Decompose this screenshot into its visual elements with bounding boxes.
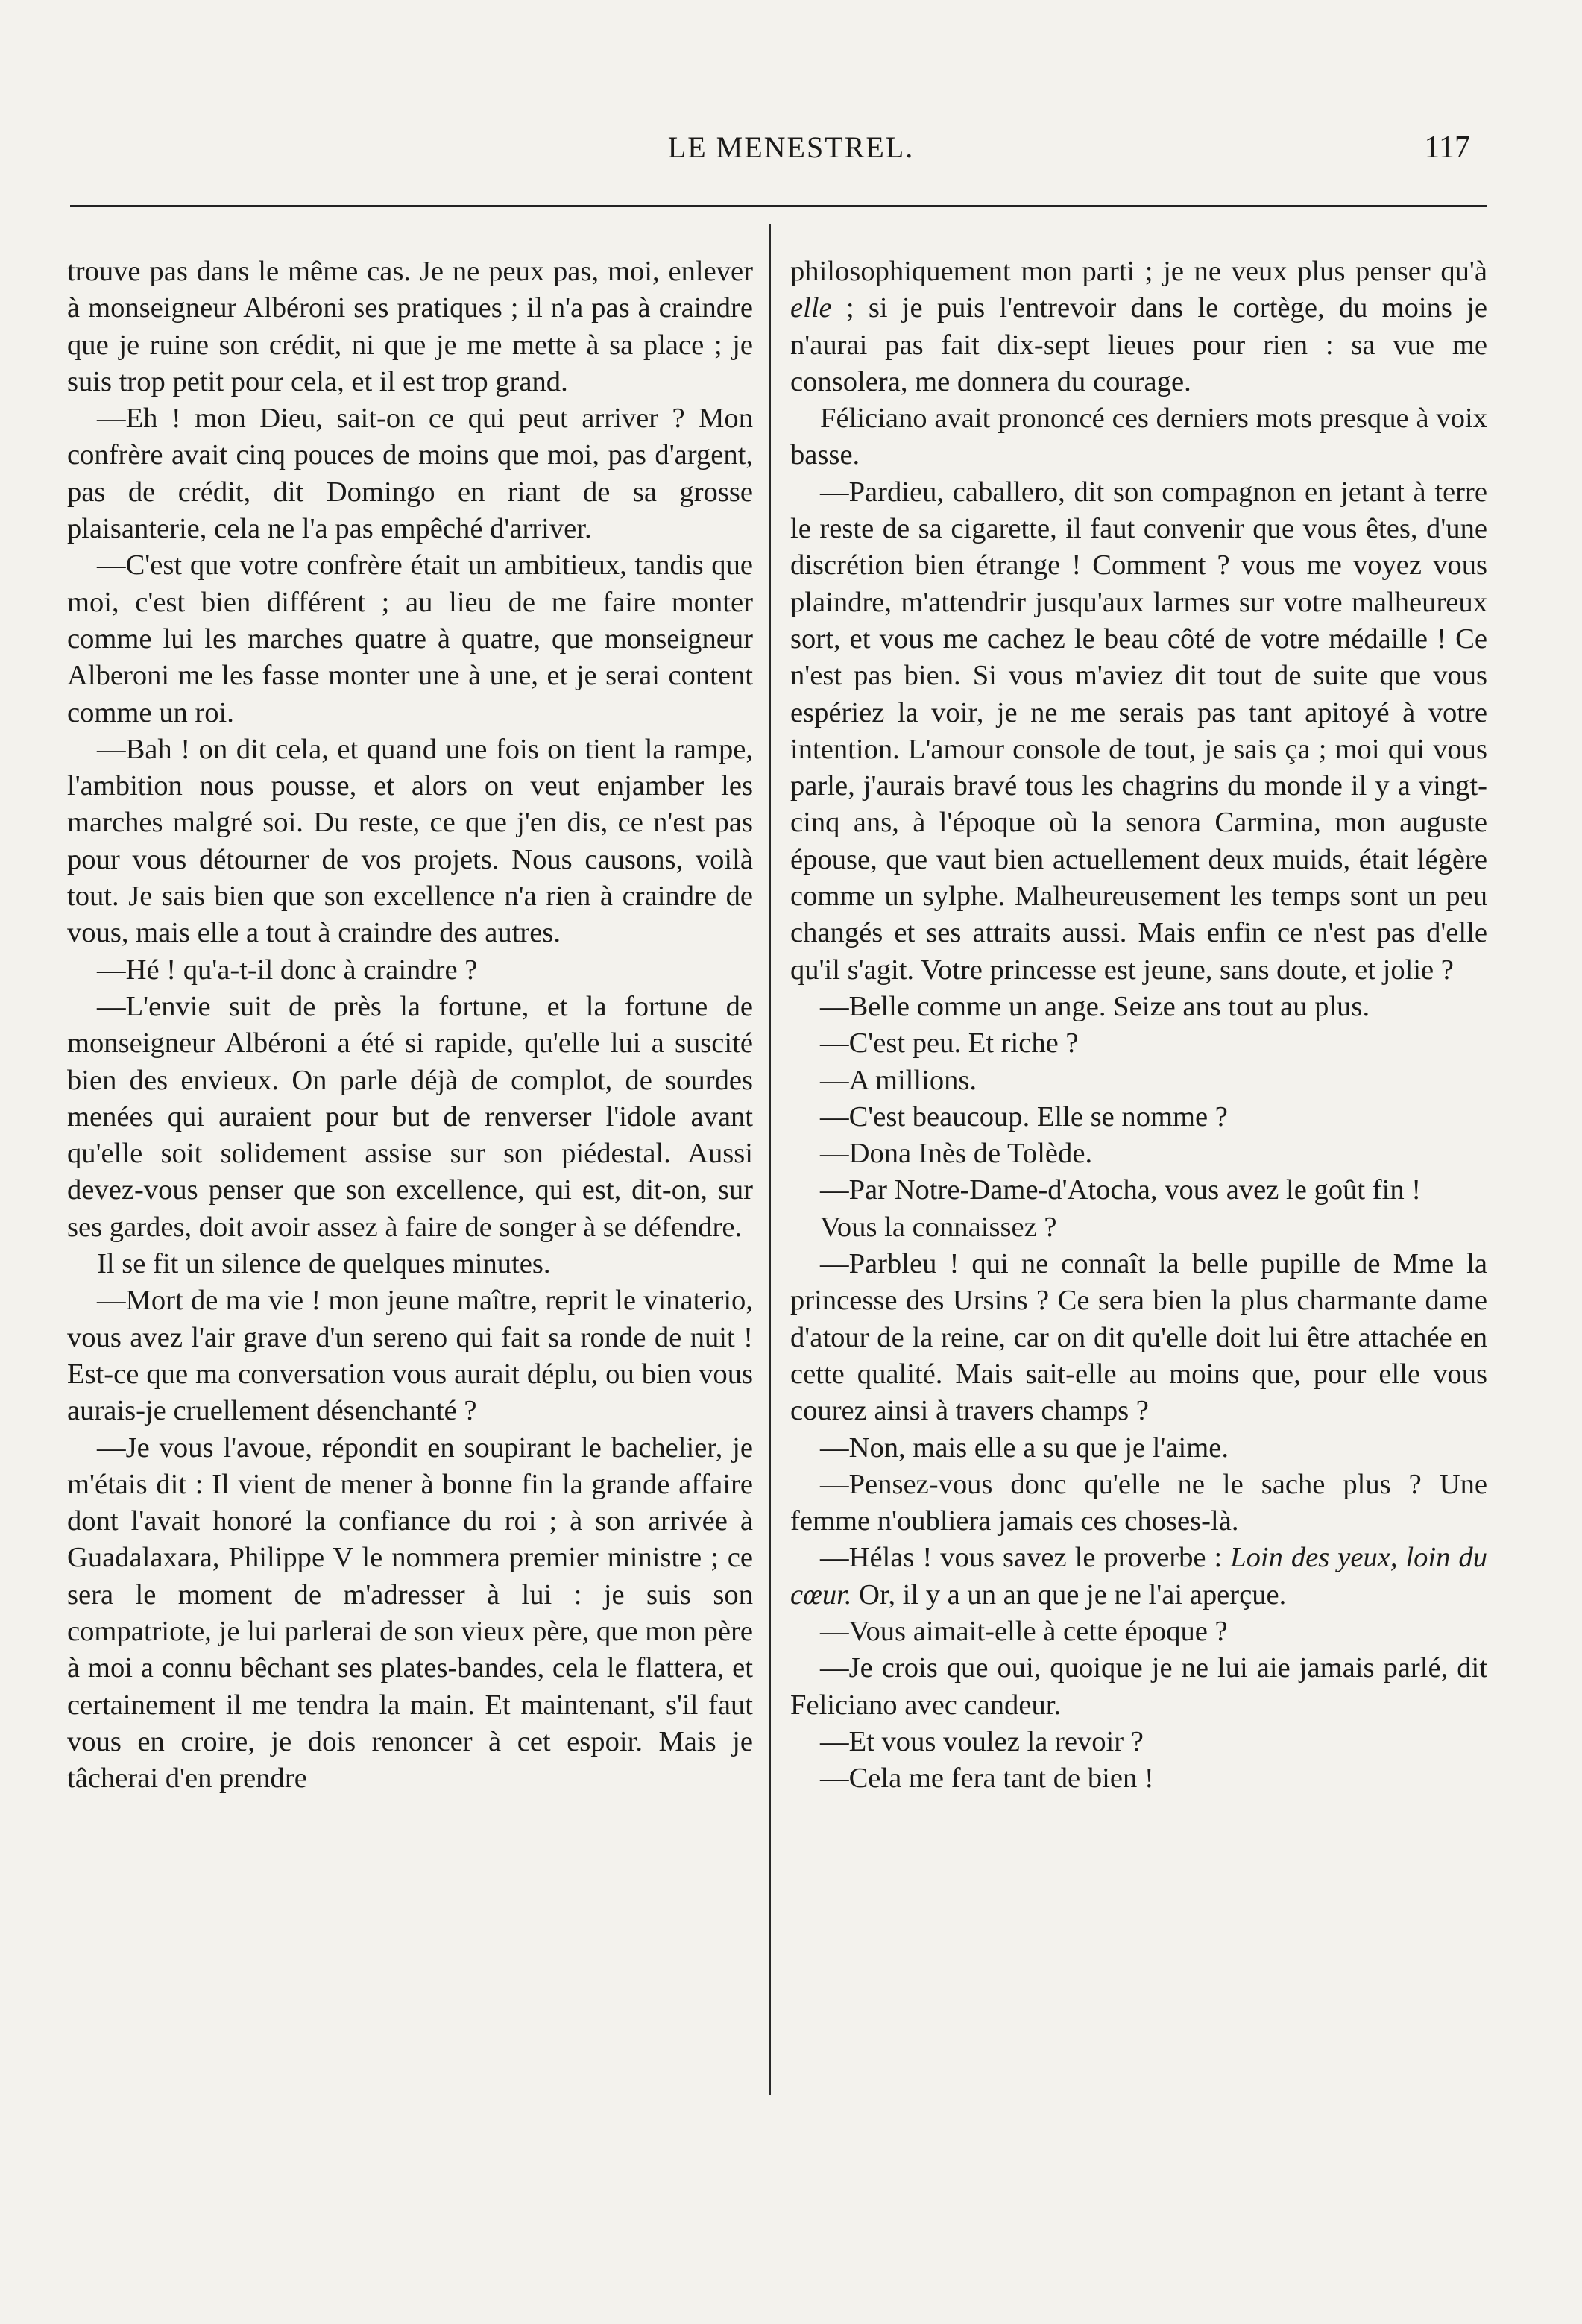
paragraph	[790, 400, 1487, 474]
column-divider	[769, 224, 771, 2095]
paragraph-text: —C'est que votre confrère était un ambitieux, tandis que moi, c'est bien différent ; au lieu de me faire monter comme lui les marches quatre à quatre, que monseigneur Alberoni me les fasse monter une à une, et je serai content comme un roi.	[67, 549, 753, 728]
paragraph-text: —Eh ! mon Dieu, sait-on ce qui peut arriver ? Mon confrère avait cinq pouces de moins que moi, pas d'argent, pas de crédit, dit Domingo en riant de sa grosse plaisanterie, cela ne l'a pas empêché d'arriver.	[67, 403, 753, 545]
header-rule	[70, 205, 1487, 207]
paragraph-text: —Je crois que oui, quoique je ne lui aie jamais parlé, dit Feliciano avec candeur.	[790, 1652, 1487, 1721]
paragraph	[790, 1172, 1487, 1209]
paragraph	[67, 731, 753, 952]
italic-text: elle	[790, 292, 832, 324]
paragraph-text: —Hélas ! vous savez le proverbe :	[820, 1542, 1231, 1574]
page-header	[0, 125, 1582, 170]
paragraph-text: —Vous aimait-elle à cette époque ?	[820, 1615, 1228, 1647]
paragraph	[790, 1209, 1487, 1246]
paragraph-text: Il se fit un silence de quelques minutes.	[97, 1248, 551, 1280]
paragraph-text-continued: Or, il y a un an que je ne l'ai aperçue.	[851, 1578, 1287, 1610]
paragraph	[67, 1282, 753, 1429]
paragraph-text: —Mort de ma vie ! mon jeune maître, reprit le vinaterio, vous avez l'air grave d'un sereno qui fait sa ronde de nuit ! Est-ce que ma conversation vous aurait déplu, ou bien vous aurais-je cruellement désenchanté ?	[67, 1285, 753, 1427]
paragraph-text: —Et vous voulez la revoir ?	[820, 1725, 1144, 1757]
paragraph	[67, 254, 753, 400]
paragraph-text: —A millions.	[820, 1064, 977, 1096]
italic-text: Loin des yeux, loin du cœur.	[790, 1542, 1487, 1610]
paragraph-text: —Dona Inès de Tolède.	[820, 1138, 1093, 1170]
paragraph	[67, 1430, 753, 1798]
paragraph-text: —Pardieu, caballero, dit son compagnon en jetant à terre le reste de sa cigarette, il faut convenir que vous êtes, d'une discrétion bien étrange ! Comment ? vous me voyez vous plaindre, m'attendrir jusqu'aux larmes sur votre malheureux sort, et vous me cachez le beau côté de votre médaille ! Ce n'est pas bien. Si vous m'aviez dit tout de suite que vous espériez la voir, je ne me serais pas tant apitoyé à votre intention. L'amour console de tout, je sais ça ; moi qui vous parle, j'aurais bravé tous les chagrins du monde il y a vingt-cinq ans, à l'époque où la senora Carmina, mon auguste épouse, que vaut bien actuellement deux muids, était légère comme un sylphe. Malheureusement les temps sont un peu changés et ses attraits aussi. Mais enfin ce n'est pas d'elle qu'il s'agit. Votre princesse est jeune, sans doute, et jolie ?	[790, 476, 1487, 986]
paragraph-text: —Cela me fera tant de bien !	[820, 1763, 1154, 1795]
paragraph	[790, 1760, 1487, 1797]
paragraph	[790, 254, 1487, 400]
paragraph-text: —Je vous l'avoue, répondit en soupirant le bachelier, je m'étais dit : Il vient de mener à bonne fin la grande affaire dont l'avait honoré la confiance du roi ; à son arrivée à Guadalaxara, Philippe V le nommera premier ministre ; ce sera le moment de m'adresser à lui : je suis son compatriote, je lui parlerai de son vieux père, que mon père à moi a connu bêchant ses plates-bandes, cela le flattera, et certainement il me tendra la main. Et maintenant, s'il faut vous en croire, je dois renoncer à cet espoir. Mais je tâcherai d'en prendre	[67, 1432, 753, 1795]
paragraph	[790, 1246, 1487, 1429]
paragraph	[790, 1025, 1487, 1062]
paragraph-text: —C'est beaucoup. Elle se nomme ?	[820, 1100, 1228, 1133]
paragraph-text: Féliciano avait prononcé ces derniers mots presque à voix basse.	[790, 403, 1487, 471]
paragraph	[790, 1650, 1487, 1724]
paragraph	[67, 952, 753, 989]
paragraph	[790, 474, 1487, 989]
left-column	[67, 254, 753, 1797]
paragraph-text: —L'envie suit de près la fortune, et la fortune de monseigneur Albéroni a été si rapide, qu'elle lui a suscité bien des envieux. On parle déjà de complot, de sourdes menées qui auraient pour but de renverser l'idole avant qu'elle soit solidement assise sur son piédestal. Aussi devez-vous penser que son excellence, qui est, dit-on, sur ses gardes, doit avoir assez à faire de songer à se défendre.	[67, 990, 753, 1243]
paragraph-text: —Bah ! on dit cela, et quand une fois on tient la rampe, l'ambition nous pousse, et alors on veut enjamber les marches malgré soi. Du reste, ce que j'en dis, ce n'est pas pour vous détourner de vos projets. Nous causons, voilà tout. Je sais bien que son excellence n'a rien à craindre de vous, mais elle a tout à craindre des autres.	[67, 733, 753, 949]
paragraph	[790, 1613, 1487, 1650]
paragraph	[790, 1430, 1487, 1467]
paragraph-text: —Par Notre-Dame-d'Atocha, vous avez le goût fin !	[820, 1174, 1422, 1206]
paragraph	[790, 1099, 1487, 1136]
paragraph	[790, 989, 1487, 1025]
paragraph	[67, 1246, 753, 1282]
page-number: 117	[1424, 130, 1470, 165]
paragraph	[790, 1724, 1487, 1760]
paragraph	[790, 1467, 1487, 1540]
paragraph-text-continued: ; si je puis l'entrevoir dans le cortège, du moins je n'aurai pas fait dix-sept lieues pour rien : sa vue me consolera, me donnera du courage.	[790, 292, 1487, 397]
paragraph-text: Vous la connaissez ?	[820, 1211, 1057, 1243]
journal-title: LE MENESTREL.	[667, 130, 915, 164]
paragraph-text: trouve pas dans le même cas. Je ne peux pas, moi, enlever à monseigneur Albéroni ses pratiques ; il n'a pas à craindre que je ruine son crédit, ni que je me mette à sa place ; je suis trop petit pour cela, et il est trop grand.	[67, 256, 753, 397]
paragraph	[790, 1136, 1487, 1172]
paragraph-text: —Hé ! qu'a-t-il donc à craindre ?	[97, 954, 478, 986]
paragraph-text: —Pensez-vous donc qu'elle ne le sache plus ? Une femme n'oubliera jamais ces choses-là.	[790, 1468, 1487, 1537]
paragraph	[790, 1062, 1487, 1099]
paragraph	[67, 989, 753, 1246]
paragraph	[67, 400, 753, 547]
paragraph-text: —Parbleu ! qui ne connaît la belle pupille de Mme la princesse des Ursins ? Ce sera bien la plus charmante dame d'atour de la reine, car on dit qu'elle doit lui être attachée en cette qualité. Mais sait-elle au moins que, pour elle vous courez ainsi à travers champs ?	[790, 1248, 1487, 1427]
paragraph	[790, 1540, 1487, 1613]
right-column	[790, 254, 1487, 1797]
paragraph	[67, 547, 753, 731]
paragraph-text: —Belle comme un ange. Seize ans tout au plus.	[820, 990, 1370, 1022]
paragraph-text: —Non, mais elle a su que je l'aime.	[820, 1432, 1229, 1464]
paragraph-text: —C'est peu. Et riche ?	[820, 1027, 1079, 1059]
paragraph-text: philosophiquement mon parti ; je ne veux plus penser qu'à	[790, 256, 1487, 287]
